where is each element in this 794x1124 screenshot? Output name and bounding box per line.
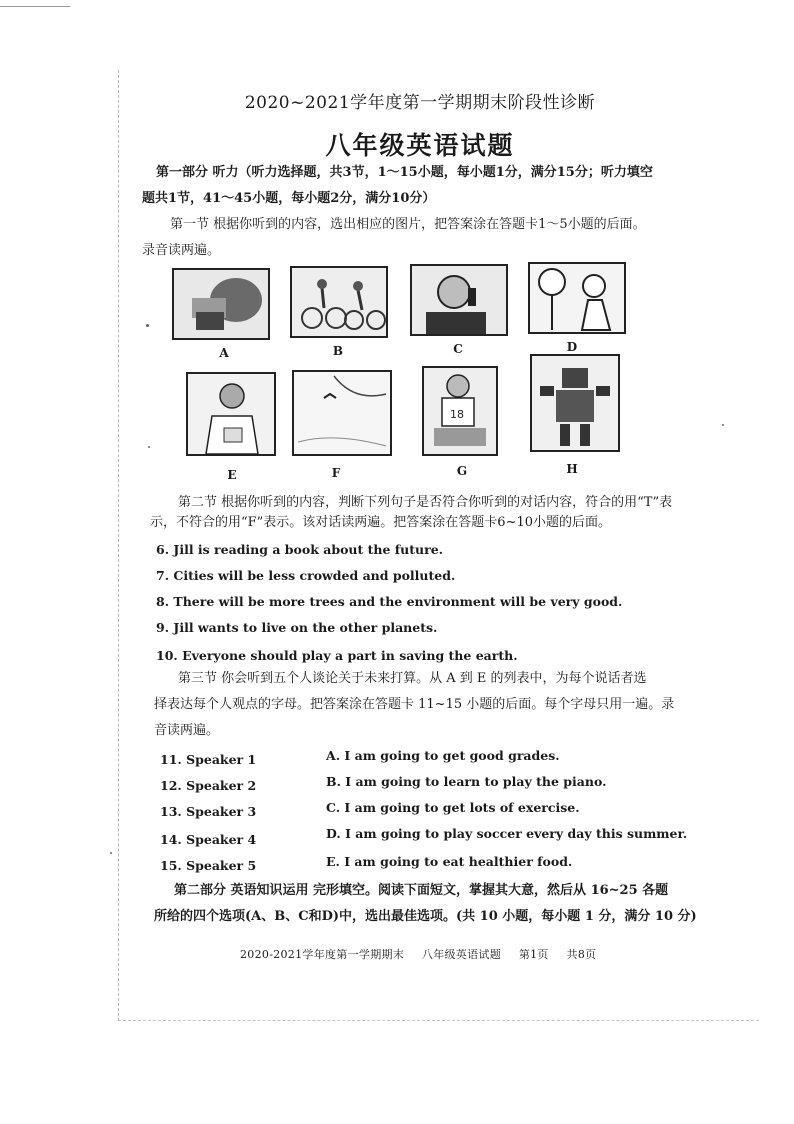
footer-subject: 八年级英语试题 bbox=[421, 948, 502, 961]
speaker-15: 15. Speaker 5 bbox=[160, 858, 257, 873]
statement-8: 8. There will be more trees and the environment will be very good. bbox=[156, 594, 623, 609]
part1-intro-line2: 题共1节，41～45小题，每小题2分，满分10分） bbox=[142, 191, 436, 206]
option-b: B. I am going to learn to play the piano. bbox=[326, 774, 607, 789]
doctor-icon bbox=[188, 374, 274, 454]
section2-line2: 示，不符合的用“F”表示。该对话读两遍。把答案涂在答题卡6~10小题的后面。 bbox=[150, 515, 612, 530]
picture-a bbox=[172, 268, 270, 340]
scan-speck bbox=[146, 324, 149, 327]
robot-icon bbox=[532, 356, 618, 450]
boy-reading-icon bbox=[424, 368, 496, 454]
section3-line2: 择表达每个人观点的字母。把答案涂在答题卡 11~15 小题的后面。每个字母只用一遍。录 bbox=[154, 697, 675, 712]
page-footer bbox=[240, 946, 610, 962]
picture-label-d: D bbox=[566, 340, 578, 354]
section1-line1: 第一节 根据你听到的内容，选出相应的图片，把答案涂在答题卡1～5小题的后面。 bbox=[170, 217, 646, 232]
shopping-cart-icon bbox=[174, 270, 268, 338]
section3-line3: 音读两遍。 bbox=[154, 723, 220, 738]
speaker-12: 12. Speaker 2 bbox=[160, 778, 257, 793]
statement-7: 7. Cities will be less crowded and polluted. bbox=[156, 568, 456, 583]
picture-f bbox=[292, 370, 392, 456]
speaker-13: 13. Speaker 3 bbox=[160, 804, 257, 819]
scan-speck bbox=[110, 852, 112, 854]
option-c: C. I am going to get lots of exercise. bbox=[326, 800, 580, 815]
option-d: D. I am going to play soccer every day this summer. bbox=[326, 826, 688, 841]
scan-speck bbox=[148, 446, 150, 448]
part1-intro-line1: 第一部分 听力（听力选择题，共3节，1～15小题，每小题1分，满分15分；听力填空 bbox=[156, 165, 653, 180]
statement-10: 10. Everyone should play a part in saving the earth. bbox=[156, 648, 518, 663]
statement-6: 6. Jill is reading a book about the future. bbox=[156, 542, 444, 557]
footer-page: 第1页 bbox=[518, 948, 549, 961]
picture-label-a: A bbox=[219, 346, 229, 360]
picture-h bbox=[530, 354, 620, 452]
option-a: A. I am going to get good grades. bbox=[326, 748, 560, 763]
picture-label-h: H bbox=[566, 462, 578, 476]
bus-stop-icon bbox=[530, 264, 624, 332]
picture-label-g: G bbox=[456, 464, 468, 478]
section3-line1: 第三节 你会听到五个人谈论关于未来打算。从 A 到 E 的列表中，为每个说话者选 bbox=[178, 671, 647, 686]
picture-b bbox=[290, 266, 388, 338]
exam-title: 2020~2021学年度第一学期期末阶段性诊断 bbox=[244, 93, 596, 113]
picture-e bbox=[186, 372, 276, 456]
section1-line2: 录音读两遍。 bbox=[142, 243, 221, 258]
picture-g bbox=[422, 366, 498, 456]
picture-label-c: C bbox=[453, 342, 463, 356]
option-e: E. I am going to eat healthier food. bbox=[326, 854, 573, 869]
picture-c bbox=[410, 264, 508, 336]
top-rule bbox=[0, 6, 70, 7]
picture-d bbox=[528, 262, 626, 334]
picture-label-e: E bbox=[227, 468, 237, 482]
section2-line1: 第二节 根据你听到的内容，判断下列句子是否符合你听到的对话内容，符合的用“T”表 bbox=[178, 495, 673, 510]
picture-label-b: B bbox=[332, 344, 344, 358]
man-on-phone-icon bbox=[412, 266, 506, 334]
speaker-14: 14. Speaker 4 bbox=[160, 832, 257, 847]
cyclists-icon bbox=[292, 268, 386, 336]
picture-label-f: F bbox=[331, 466, 341, 480]
speaker-11: 11. Speaker 1 bbox=[160, 752, 257, 767]
footer-total: 共8页 bbox=[566, 948, 597, 961]
statement-9: 9. Jill wants to live on the other planets. bbox=[156, 620, 438, 635]
footer-term: 2020-2021学年度第一学期期末 bbox=[240, 948, 405, 961]
flying-bird-icon bbox=[294, 372, 390, 454]
part2-line2: 所给的四个选项(A、B、C和D)中，选出最佳选项。(共 10 小题，每小题 1 分，满分 10 分) bbox=[154, 909, 697, 924]
page-title: 八年级英语试题 bbox=[325, 131, 515, 160]
svg-text:18: 18 bbox=[450, 408, 464, 421]
part2-line1: 第二部分 英语知识运用 完形填空。阅读下面短文，掌握其大意，然后从 16~25 各题 bbox=[174, 883, 669, 898]
scan-speck bbox=[722, 424, 724, 426]
